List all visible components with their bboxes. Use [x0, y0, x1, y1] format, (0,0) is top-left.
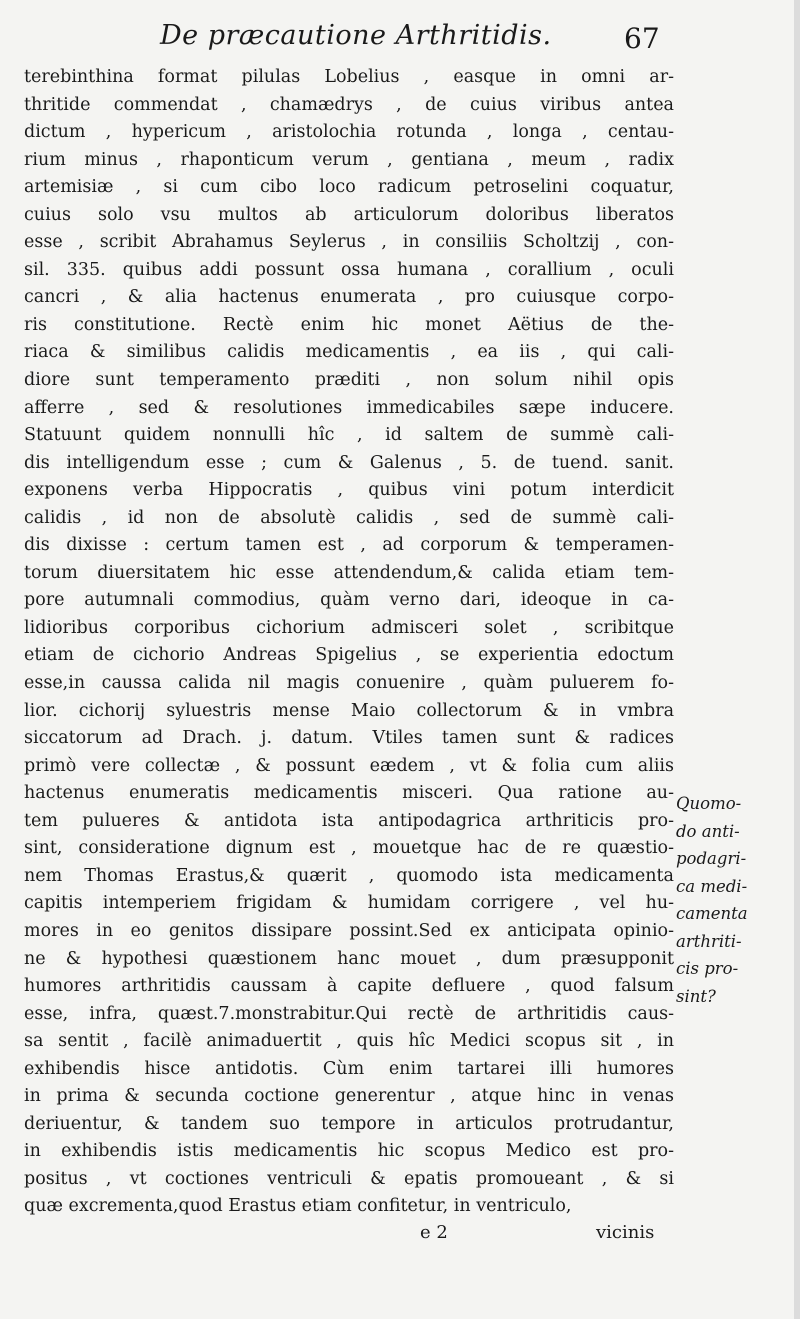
text-line: tem pulueres & antidota ista antipodagrica arthriticis pro- — [24, 810, 674, 831]
margin-note-line: sint? — [676, 986, 716, 1006]
text-line: afferre , sed & resolutiones immedicabiles sæpe inducere. — [24, 397, 674, 418]
text-line: thritide commendat , chamædrys , de cuius viribus antea — [24, 94, 674, 115]
text-line: ne & hypothesi quæstionem hanc mouet , dum præsupponit — [24, 948, 674, 969]
text-line: esse , scribit Abrahamus Seylerus , in consiliis Scholtzij , con- — [24, 232, 674, 253]
text-line: lior. cichorij syluestris mense Maio collectorum & in vmbra — [24, 700, 674, 721]
text-line: quæ excrementa,quod Erastus etiam confitetur, in ventriculo, — [24, 1196, 572, 1217]
text-line: hactenus enumeratis medicamentis misceri. Qua ratione au- — [24, 783, 674, 804]
text-line: sa sentit , facilè animaduertit , quis hîc Medici scopus sit , in — [24, 1031, 674, 1052]
text-line: siccatorum ad Drach. j. datum. Vtiles tamen sunt & radices — [24, 728, 674, 749]
text-line: etiam de cichorio Andreas Spigelius , se experientia edoctum — [24, 645, 674, 666]
margin-note-line: camenta — [676, 904, 748, 924]
margin-note-line: ca medi- — [676, 876, 748, 896]
text-line: exponens verba Hippocratis , quibus vini potum interdicit — [24, 480, 674, 501]
text-line: sint, consideratione dignum est , mouetque hac de re quæstio- — [24, 838, 674, 859]
page-header — [0, 18, 800, 62]
text-line: cuius solo vsu multos ab articulorum doloribus liberatos — [24, 204, 674, 225]
text-line: terebinthina format pilulas Lobelius , easque in omni ar- — [24, 67, 674, 87]
text-line: primò vere collectæ , & possunt eædem , vt & folia cum aliis — [24, 755, 674, 776]
text-line: exhibendis hisce antidotis. Cùm enim tartarei illi humores — [24, 1058, 674, 1079]
margin-note-line: cis pro- — [676, 959, 739, 979]
text-line: in exhibendis istis medicamentis hic scopus Medico est pro- — [24, 1141, 674, 1162]
text-line: in prima & secunda coctione generentur , atque hinc in venas — [24, 1086, 674, 1107]
body-text — [24, 64, 674, 1221]
text-line: esse, infra, quæst.7.monstrabitur.Qui rectè de arthritidis caus- — [24, 1003, 674, 1024]
text-line: positus , vt coctiones ventriculi & epatis promoueant , & si — [24, 1168, 674, 1189]
text-line: ris constitutione. Rectè enim hic monet Aëtius de the- — [24, 314, 674, 335]
text-line: torum diuersitatem hic esse attendendum,& calida etiam tem- — [24, 562, 674, 583]
margin-note-line: do anti- — [676, 821, 740, 841]
text-line: humores arthritidis caussam à capite defluere , quod falsum — [24, 976, 674, 997]
text-line: Statuunt quidem nonnulli hîc , id saltem de summè cali- — [24, 425, 674, 446]
text-line: cancri , & alia hactenus enumerata , pro cuiusque corpo- — [24, 287, 674, 308]
text-line: sil. 335. quibus addi possunt ossa humana , corallium , oculi — [24, 259, 674, 280]
running-title: De præcautione Arthritidis. — [160, 20, 552, 51]
text-line: capitis intemperiem frigidam & humidam corrigere , vel hu- — [24, 893, 674, 914]
margin-note-line: arthriti- — [676, 931, 742, 951]
scan-edge — [794, 0, 800, 1319]
text-line: artemisiæ , si cum cibo loco radicum petroselini coquatur, — [24, 177, 674, 198]
text-line: pore autumnali commodius, quàm verno dari, ideoque in ca- — [24, 590, 674, 611]
text-line: dis dixisse : certum tamen est , ad corporum & temperamen- — [24, 535, 674, 556]
text-line: lidioribus corporibus cichorium admisceri solet , scribitque — [24, 617, 674, 638]
text-line: deriuentur, & tandem suo tempore in articulos protrudantur, — [24, 1113, 674, 1134]
margin-note-line: Quomo- — [676, 794, 742, 813]
signature-mark: e 2 — [420, 1222, 448, 1243]
text-line: riaca & similibus calidis medicamentis , ea iis , qui cali- — [24, 342, 674, 363]
margin-note — [676, 790, 794, 1010]
text-line: dis intelligendum esse ; cum & Galenus , 5. de tuend. sanit. — [24, 452, 674, 473]
text-line: nem Thomas Erastus,& quærit , quomodo ista medicamenta — [24, 865, 674, 886]
margin-note-line: podagri- — [676, 849, 747, 869]
text-line: esse,in caussa calida nil magis conuenire , quàm puluerem fo- — [24, 673, 674, 694]
catchword: vicinis — [596, 1222, 655, 1243]
text-line: dictum , hypericum , aristolochia rotunda , longa , centau- — [24, 122, 674, 143]
text-line: mores in eo genitos dissipare possint.Sed ex anticipata opinio- — [24, 920, 674, 941]
text-line: rium minus , rhaponticum verum , gentiana , meum , radix — [24, 149, 674, 170]
text-line: diore sunt temperamento præditi , non solum nihil opis — [24, 370, 674, 391]
text-line: calidis , id non de absolutè calidis , sed de summè cali- — [24, 507, 674, 528]
page-number: 67 — [624, 22, 660, 55]
